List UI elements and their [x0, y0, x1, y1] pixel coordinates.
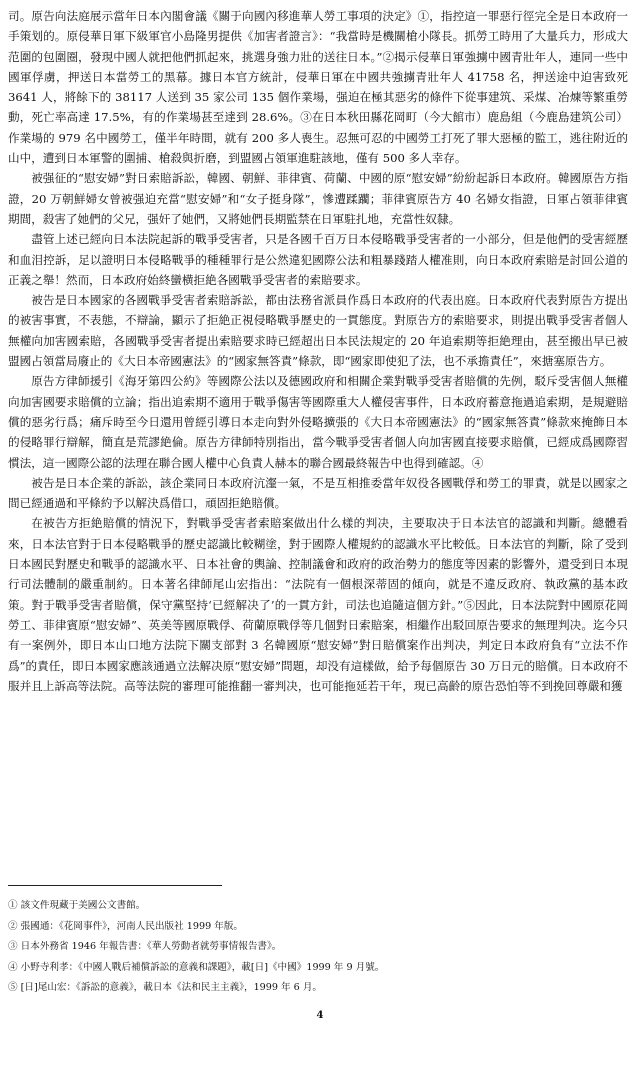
paragraph-victims-claims: 盡管上述已經向日本法院起訴的戰爭受害者，只是各國千百万日本侵略戰爭受害者的一小部分，但是他們的受害經歷和血泪控訴，足以證明日本侵略戰爭的種種罪行是公然違犯國際公法和粗暴踐踏人權准則，向日本政府索賠是討回公道的正義之舉！然而，日本政府始終蠻横拒絶各國戰爭受害者的索賠要求。 [8, 232, 628, 287]
footnotes [8, 896, 628, 999]
footnote-divider [8, 885, 222, 886]
footnote-2: ② 張國通：《花岡事件》，河南人民出版社 1999 年版。 [8, 920, 244, 932]
footnote-5: ⑤ [日]尾山宏：《訴訟的意義》，載日本《法和民主主義》，1999 年 6 月。 [8, 982, 323, 993]
body-text [8, 6, 628, 696]
paragraph-corporate-defendant: 被告是日本企業的訴訟，該企業同日本政府沆瀣一氣，不是互相推委當年奴役各國戰俘和勞工的罪責，就是以國家之間已經通過和平條約予以解決爲借口，頑固拒絶賠償。 [8, 475, 628, 511]
paragraph-state-defendant: 被告是日本國家的各國戰爭受害者索賠訴訟，都由法務省派員作爲日本政府的代表出庭。日本政府代表對原告方提出的被害事實，不表態，不辯論，顯示了拒絶正視侵略戰爭歷史的一貫態度。對原告方的索賠要求，則提出戰爭受害者個人無權向加害國索賠，各國戰爭受害者提出索賠要求時已經超出日本民法規定的 20 年追索期等拒絶理由，甚至搬出早已被盟國占領當局廢止的《大日本帝國憲法》的“國家無答責”條款，即“國家即使犯了法，也不承擔責任”，來搪塞原告方。 [8, 293, 628, 369]
paragraph-judges-judgments: 在被告方拒絶賠償的情況下，對戰爭受害者索賠案做出什么樣的判决，主要取决于日本法官的認識和判斷。總體看來，日本法官對于日本侵略戰爭的歷史認識比較糊塗，對于國際人權規約的認識水平比較低。日本法官的判斷，除了受到日本國民對歷史和戰爭的認識水平、日本社會的輿論、控制議會和政府的政治勢力的態度等因素的影響外，還受到日本現行司法體制的嚴重制約。日本著名律師尾山宏指出：“法院有一個根深蒂固的傾向，就是不違反政府、執政黨的基本政策。對于戰爭受害者賠償，保守黨堅持‘已經解决了’的一貫方針，司法也追隨這個方針。”⑤因此，日本法院對中國原花岡勞工、菲律賓原“慰安婦”、英美等國原戰俘、荷蘭原戰俘等几個對日索賠案，相繼作出駁回原告要求的無理判决。迄今只有一案例外，即日本山口地方法院下關支部對 3 名韓國原“慰安婦”對日賠償案作出判决，判定日本政府負有“立法不作爲”的責任，即日本國家應該通過立法解决原“慰安婦”問題，却没有這樣做，給予每個原告 30 万日元的賠償。日本政府不服并且上訴高等法院。高等法院的審理可能推翻一審判决，也可能拖延若干年，現已高齡的原告恐怕等不到挽回尊嚴和獲 [8, 516, 628, 693]
footnote-4: ④ 小野寺利孝：《中國人戰后補償訴訟的意義和課題》，載[日]《中國》1999 年 9 月號。 [8, 961, 385, 973]
footnote-1: ① 該文件現藏于美國公文書館。 [8, 900, 146, 911]
paragraph-comfort-women: 被强征的“慰安婦”對日索賠訴訟，韓國、朝鮮、菲律賓、荷蘭、中國的原“慰安婦”紛紛起訴日本政府。韓國原告方指證，20 万朝鮮婦女曾被强迫充當“慰安婦”和“女子挺身隊”，慘遭蹂躪；菲律賓原告方 40 名婦女指證，日軍占領菲律賓期間，殺害了她們的父兄，强奸了她們，又將她們長期監禁在日軍駐扎地，充當性奴隸。 [8, 171, 628, 226]
footnote-3: ③ 日本外務省 1946 年報告書：《華人勞動者就勞事情報告書》。 [8, 941, 282, 952]
paragraph-forced-labor-continuation: 司。原告向法庭展示當年日本內閣會議《關于向國內移進華人勞工事項的決定》①，指控這一罪惡行徑完全是日本政府一手策划的。原侵華日軍下級軍官小島隆男提供《加害者證言》：“我當時是機關槍小隊長。抓勞工時用了大量兵力，形成大范圍的包圍圈，發現中國人就把他們抓起來，挑選身強力壯的送往日本。”②揭示侵華日軍強擄中國青壯年人，連同一些中國軍俘虜，押送日本當勞工的黑幕。據日本官方統計，侵華日軍在中國共強擄青壯年人 41758 名，押送途中迫害致死 3641 人，將餘下的 38117 人送到 35 家公司 135 個作業場，强迫在極其惡劣的條件下從事建筑、采煤、冶煉等繁重勞動，死亡率高達 17.5%，有的作業場甚至達到 28.6%。③在日本秋田縣花岡町（今大館市）鹿島組（今鹿島建筑公司）作業場的 979 名中國勞工，僅半年時間，就有 200 多人喪生。忍無可忍的中國勞工打死了罪大惡極的監工，逃往附近的山中，遭到日本軍警的圍捕、槍殺與折磨，到盟國占領軍進駐該地，僅有 500 多人幸存。 [8, 9, 628, 166]
paragraph-plaintiff-lawyers: 原告方律師援引《海牙第四公約》等國際公法以及德國政府和相關企業對戰爭受害者賠償的先例，駁斥受害個人無權向加害國要求賠償的立論；指出追索期不適用于戰爭傷害等國際重大人權侵害事件，日本政府蓄意拖過追索期，是規避賠償的惡劣行爲；痛斥時至今日還用曾經引導日本走向對外侵略擴張的《大日本帝國憲法》的“國家無答責”條款來掩飾日本的侵略罪行辯解，簡直是荒謬絶倫。原告方律師特別指出，當今戰爭受害者個人向加害國直接要求賠償，已經成爲國際習慣法，這一國際公認的法理在聯合國人權中心負責人赫本的聯合國最終報告中也得到確認。④ [8, 374, 628, 470]
page-number: 4 [316, 1010, 324, 1021]
